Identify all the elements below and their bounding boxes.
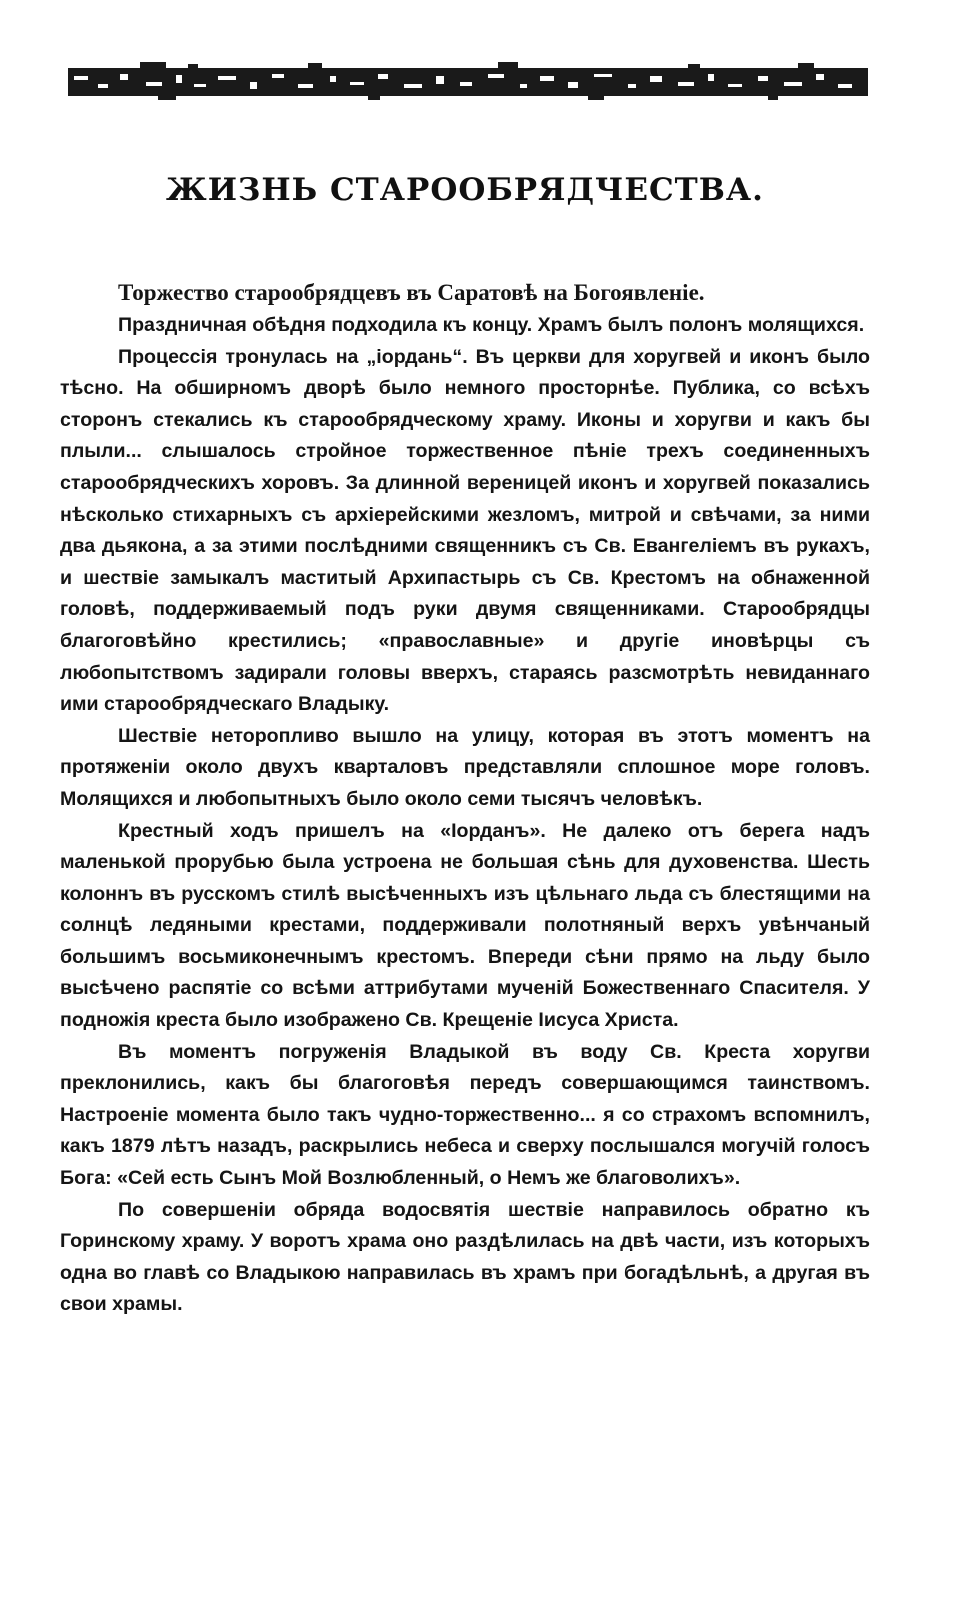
header-ornament <box>68 62 868 102</box>
article-paragraph: Крестный ходъ пришелъ на «Іорданъ». Не далеко отъ берега надъ маленькой прорубью была устроена не большая сѣнь для духовенства. Шесть колоннъ въ русскомъ стилѣ высѣченныхъ изъ цѣльнаго льда съ блестящими на солнцѣ ледяными крестами, поддерживали полотняный верхъ увѣнчаный большимъ восьмиконечнымъ крестомъ. Впереди сѣни прямо на льду было высѣчено распятіе со всѣми аттрибутами мученій Божественнаго Спасителя. У подножія креста было изображено Св. Крещеніе Іисуса Христа. <box>60 819 870 1032</box>
article-paragraph: По совершеніи обряда водосвятія шествіе направилось обратно къ Горинскому храму. У воротъ храма оно раздѣлилась на двѣ части, изъ которыхъ одна во главѣ со Владыкою направилась въ храмъ при богадѣльнѣ, а другая въ свои храмы. <box>60 1198 870 1316</box>
article-body <box>60 276 870 1321</box>
article-paragraph: Въ моментъ погруженія Владыкой въ воду Св. Креста хоругви преклонились, какъ бы благоговѣя передъ совершающимся таинствомъ. Настроеніе момента было такъ чудно-торжественно... я со страхомъ вспомнилъ, какъ 1879 лѣтъ назадъ, раскрылись небеса и сверху послышался могучій голосъ Бога: «Сей есть Сынъ Мой Возлюбленный, о Немъ же благоволихъ». <box>60 1040 870 1190</box>
ornament-band-icon <box>68 62 868 102</box>
article-heading: Торжество старообрядцевъ въ Саратовѣ на Богоявленіе. <box>118 280 705 305</box>
article-paragraph: Праздничная обѣдня подходила къ концу. Храмъ былъ полонъ молящихся. <box>118 314 865 336</box>
page-title: ЖИЗНЬ СТАРООБРЯДЧЕСТВА. <box>166 172 764 208</box>
article-paragraph: Шествіе неторопливо вышло на улицу, которая въ этотъ моментъ на протяженіи около двухъ кварталовъ представляли сплошное море головъ. Молящихся и любопытныхъ было около семи тысячъ человѣкъ. <box>60 724 870 810</box>
article-paragraph: Процессія тронулась на „іордань“. Въ церкви для хоругвей и иконъ было тѣсно. На обширномъ дворѣ было немного просторнѣе. Публика, со всѣхъ сторонъ стекались къ старообрядческому храму. Иконы и хоругви и какъ бы плыли... слышалось стройное торжественное пѣніе трехъ соединенныхъ старообрядческихъ хоровъ. За длинной вереницей иконъ и хоругвей показались нѣсколько стихарныхъ съ архіерейскими жезломъ, митрой и свѣчами, за ними два дьякона, а за этими послѣдними священникъ съ Св. Евангеліемъ въ рукахъ, и шествіе замыкалъ маститый Архипастырь съ Св. Крестомъ на обнаженной головѣ, поддерживаемый подъ руки двумя священниками. Старообрядцы благоговѣйно крестились; «православные» и другіе иновѣрцы съ любопытствомъ задирали головы вверхъ, стараясь разсмотрѣть невиданнаго ими старообрядческаго Владыку. <box>60 345 870 716</box>
